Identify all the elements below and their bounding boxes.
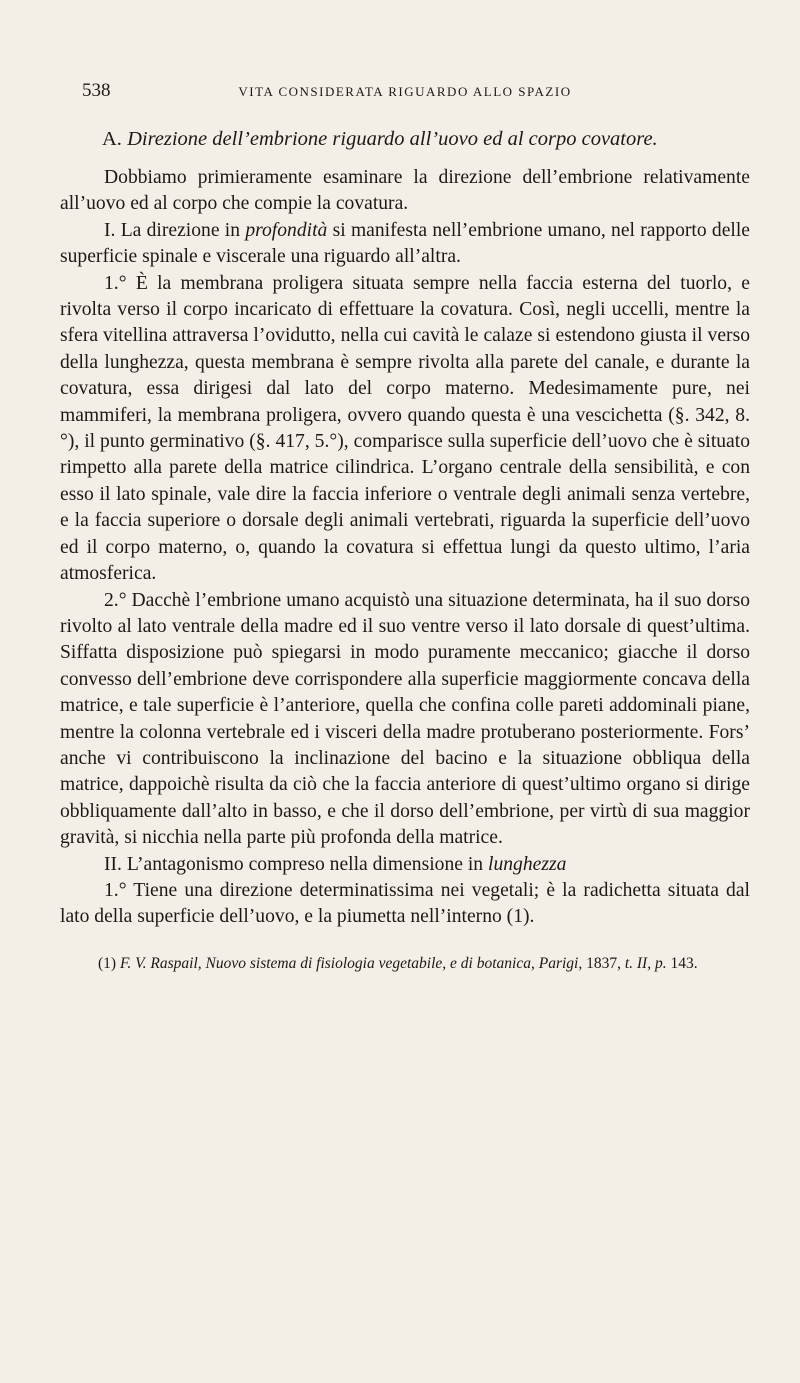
paragraph-length-lead: II. L’antagonismo compreso nella dimensione in xyxy=(104,853,488,875)
footnote-page: 143. xyxy=(670,954,698,972)
paragraph-length xyxy=(60,852,750,878)
paragraph-point-2: 2.° Dacchè l’embrione umano acquistò una situazione determinata, ha il suo dorso rivolto al lato ventrale della madre ed il suo ventre verso il lato dorsale di quest’ultima. Siffatta disposizione può spiegarsi in modo puramente meccanico; giacche il dorso convesso dell’embrione deve corrispondere alla superficie maggiormente concava della matrice, e tale superficie è l’anteriore, quella che confina colle pareti addominali piane, mentre la colonna vertebrale ed i visceri della madre protuberano posteriormente. Fors’ anche vi contribuiscono la inclinazione del bacino e la situazione obbliqua della matrice, dappoichè risulta da ciò che la faccia anteriore di quest’ultimo organo si dirige obbliquamente dall’alto in basso, e che il dorso dell’embrione, per virtù di sua maggior gravità, si nicchia nella parte più profonda della matrice. xyxy=(60,589,750,849)
section-title: Direzione dell’embrione riguardo all’uovo ed al corpo covatore. xyxy=(127,128,658,150)
paragraph-depth-emphasis: profondità xyxy=(245,219,328,241)
paragraph-intro: Dobbiamo primieramente esaminare la direzione dell’embrione relativamente all’uovo ed al corpo che compie la covatura. xyxy=(60,167,750,215)
section-heading xyxy=(102,128,750,151)
paragraph-length-point-1: 1.° Tiene una direzione determinatissima nei vegetali; è la radichetta situata dal lato della superficie dell’uovo, e la piumetta nell’interno (1). xyxy=(60,879,750,928)
footnote-volume: t. II, p. xyxy=(624,954,667,972)
page-number: 538 xyxy=(82,80,111,101)
paragraph-point-1: 1.° È la membrana proligera situata sempre nella faccia esterna del tuorlo, e rivolta verso il corpo incaricato di effettuare la covatura. Così, negli uccelli, mentre la sfera vitellina attraversa l’ovidutto, nella cui cavità le calaze si estendono giusta il verso della lunghezza, questa membrana è sempre rivolta alla parete del canale, e durante la covatura, essa dirigesi dal lato del corpo materno. Medesimamente pure, nei mammiferi, la membrana proligera, ovvero quando questa è una vescichetta (§. 342, 8.°), il punto germinativo (§. 417, 5.°), comparisce sulla superficie dell’uovo che è situato rimpetto alla parete della matrice cilindrica. L’organo centrale della sensibilità, e con esso il lato spinale, vale dire la faccia inferiore o ventrale degli animali senza vertebre, e la faccia superiore o dorsale degli animali vertebrati, riguarda la superficie dell’uovo ed il corpo materno, o, quando la covatura si effettua lungi da questo ultimo, l’aria atmosferica. xyxy=(60,272,750,585)
footnote-author: F. V. Raspail, xyxy=(119,954,202,972)
paragraph-depth-lead: I. La direzione in xyxy=(104,219,246,241)
running-title: VITA CONSIDERATA RIGUARDO ALLO SPAZIO xyxy=(238,84,572,99)
footnote-title: Nuovo sistema di fisiologia vegetabile, e di botanica, Parigi, xyxy=(205,954,583,972)
paragraph-depth xyxy=(60,218,750,271)
running-header xyxy=(60,80,750,108)
footnote-year: 1837, xyxy=(586,954,621,972)
footnote-mark: (1) xyxy=(98,954,117,972)
paragraph-length-emphasis: lunghezza xyxy=(488,853,567,875)
book-page xyxy=(60,80,750,975)
footnote xyxy=(60,953,750,975)
paragraph-depth-rest: si manifesta nell’embrione umano, nel rapporto delle superficie spinale e viscerale una riguardo all’altra. xyxy=(60,219,750,268)
section-letter: A. xyxy=(102,128,122,150)
